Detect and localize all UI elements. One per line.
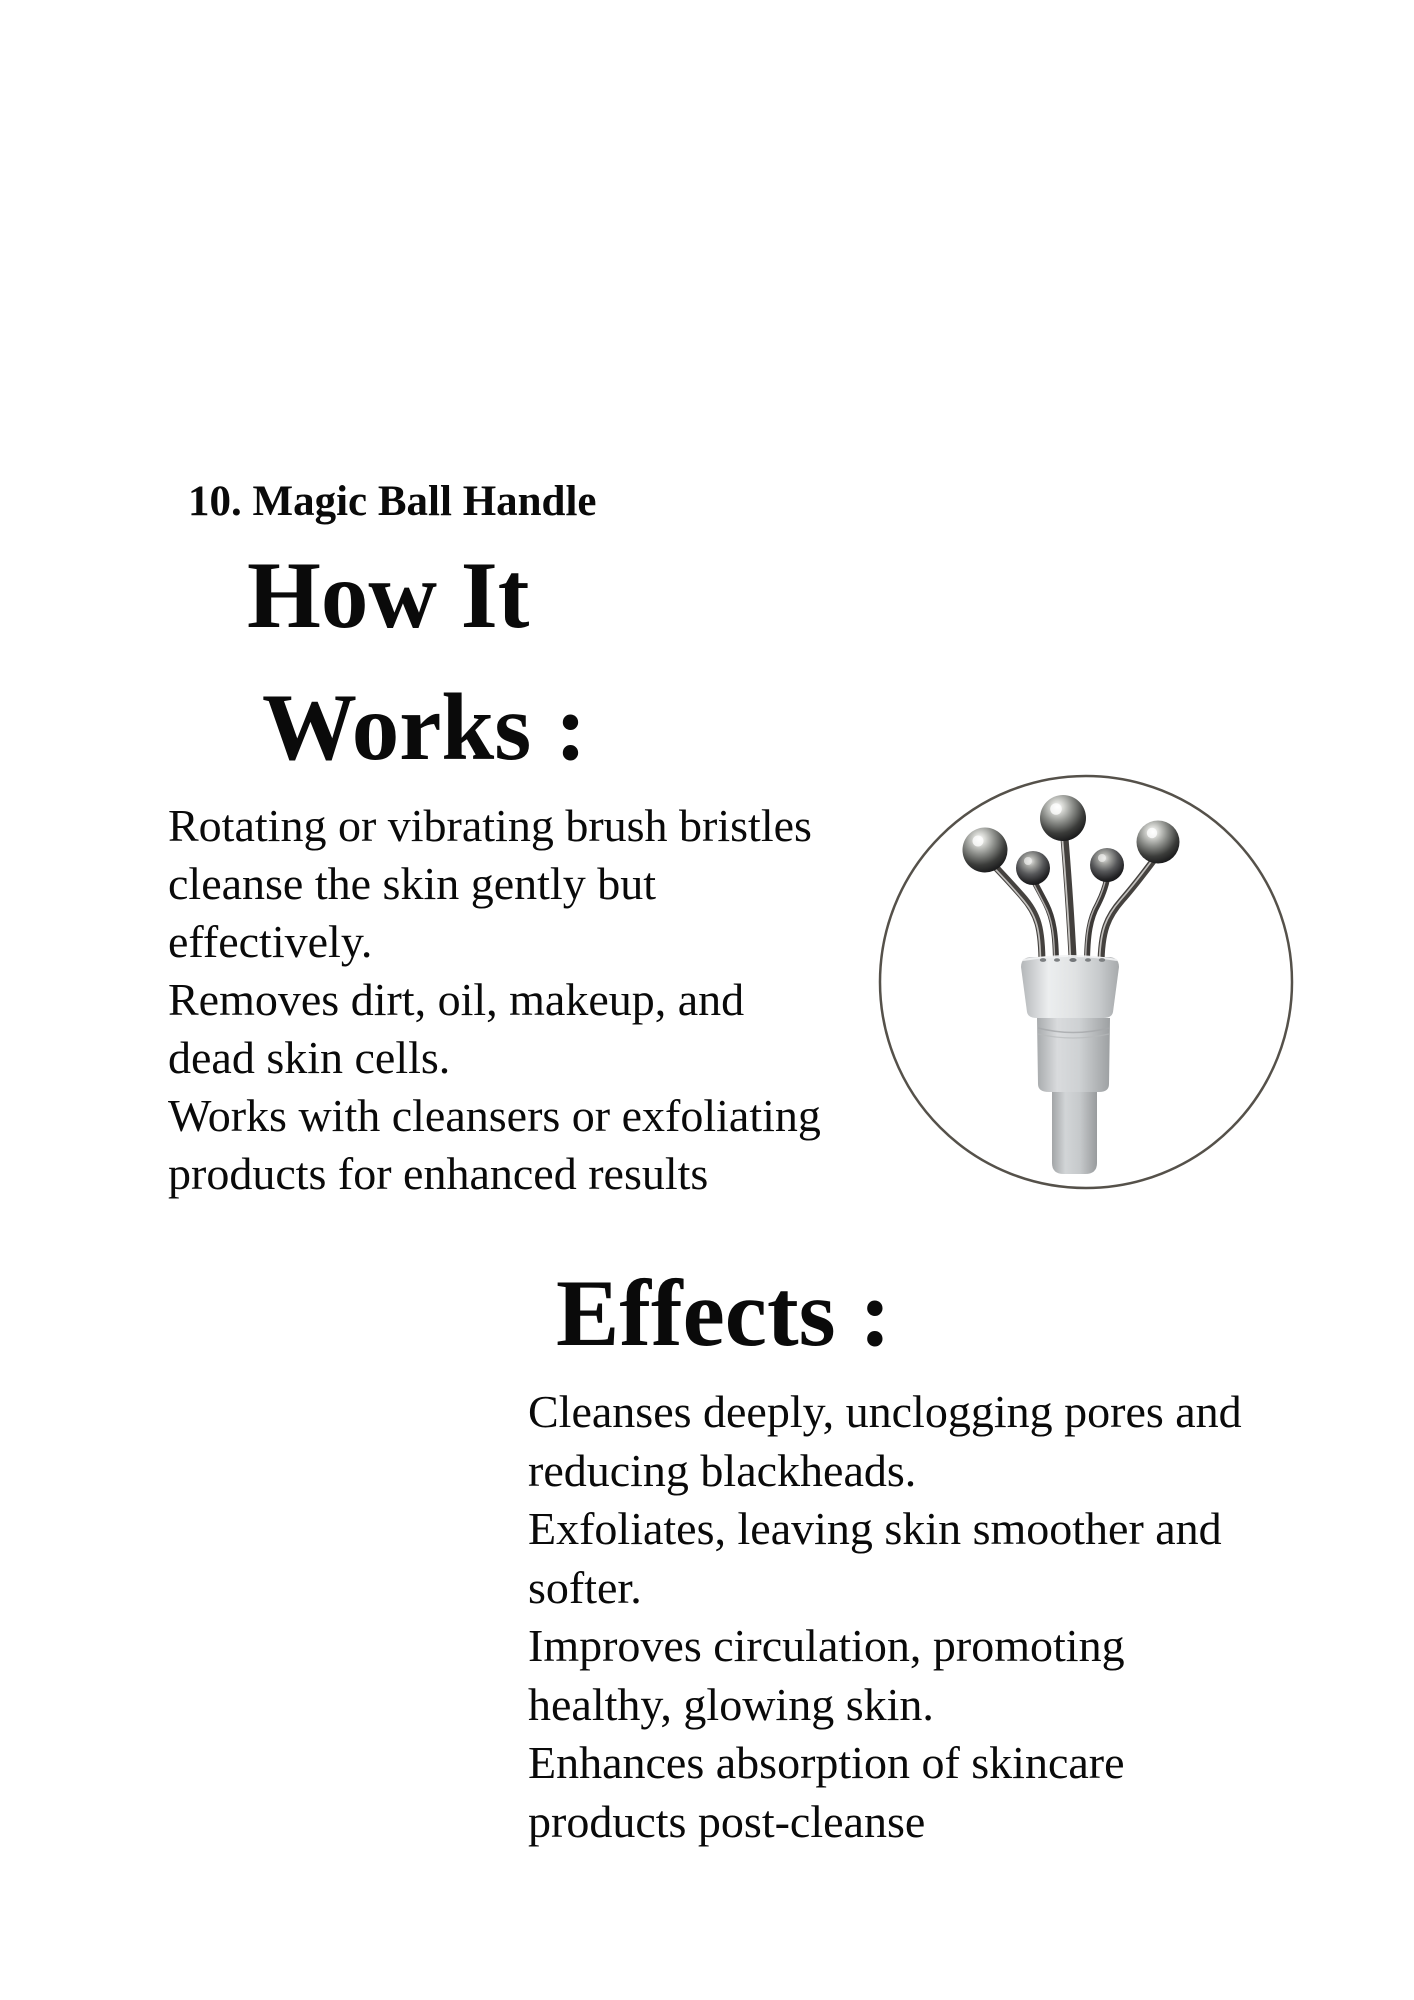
magic-ball-handle-photo xyxy=(868,766,1304,1202)
body-line: Cleanses deeply, unclogging pores and xyxy=(528,1386,1242,1437)
body-line: cleanse the skin gently but xyxy=(168,858,656,909)
body-line: healthy, glowing skin. xyxy=(528,1678,934,1730)
effects-title: Effects : xyxy=(556,1260,891,1366)
section-heading: 10. Magic Ball Handle xyxy=(188,478,597,525)
body-line: products for enhanced results xyxy=(168,1148,709,1199)
body-line: dead skin cells. xyxy=(168,1032,451,1083)
body-line: Removes dirt, oil, makeup, and xyxy=(168,974,745,1025)
effects-body xyxy=(528,1383,1242,1851)
body-line: Enhances absorption of skincare xyxy=(528,1737,1125,1788)
body-line: Exfoliates, leaving skin smoother and xyxy=(528,1503,1222,1554)
how-it-works-title-line1: How It xyxy=(247,542,530,648)
body-line: Works with cleansers or exfoliating xyxy=(168,1090,821,1141)
body-line: products post-cleanse xyxy=(528,1795,926,1847)
body-line: softer. xyxy=(528,1561,642,1613)
how-it-works-title-line2: Works : xyxy=(262,674,587,780)
body-line: reducing blackheads. xyxy=(528,1444,917,1496)
body-line: effectively. xyxy=(168,916,373,967)
body-line: Improves circulation, promoting xyxy=(528,1620,1125,1671)
how-it-works-body xyxy=(168,797,821,1203)
body-line: Rotating or vibrating brush bristles xyxy=(168,800,812,851)
